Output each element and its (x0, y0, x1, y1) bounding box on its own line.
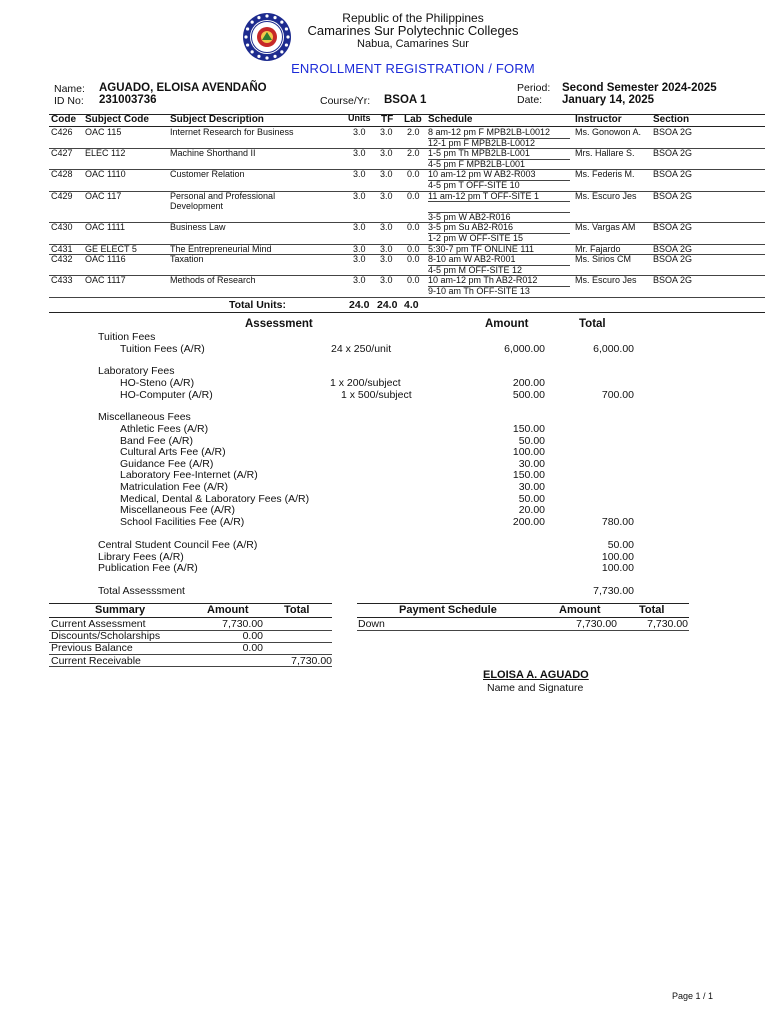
row-tf: 3.0 (380, 148, 393, 159)
row-code: C426 (51, 127, 73, 137)
schedule-divider (428, 286, 570, 287)
other-fee-total: 100.00 (601, 562, 634, 574)
row-section: BSOA 2G (653, 169, 693, 180)
row-lab: 2.0 (407, 148, 420, 159)
schedule-divider (428, 212, 570, 213)
signature-caption: Name and Signature (487, 682, 584, 694)
date-label: Date: (517, 94, 543, 106)
id-label: ID No: (54, 95, 84, 107)
row-units: 3.0 (353, 275, 366, 286)
row-lab: 0.0 (407, 222, 420, 233)
row-description: Internet Research for Business (170, 127, 294, 137)
student-name: AGUADO, ELOISA AVENDAÑO (99, 82, 267, 94)
course-label: Course/Yr: (320, 95, 371, 107)
other-fee-label: Central Student Council Fee (A/R) (98, 539, 258, 551)
col-instructor: Instructor (575, 114, 622, 125)
row-units: 3.0 (353, 127, 366, 137)
row-section: BSOA 2G (653, 275, 693, 286)
col-schedule: Schedule (428, 114, 473, 125)
total-assessment-value: 7,730.00 (593, 585, 634, 597)
misc-item-label: Laboratory Fee-Internet (A/R) (120, 469, 258, 482)
row-section: BSOA 2G (653, 243, 693, 254)
row-units: 3.0 (353, 254, 366, 265)
row-description-cont: Development (170, 201, 224, 212)
row-instructor: Ms. Sirios CM (575, 254, 631, 265)
row-instructor: Mr. Fajardo (575, 243, 621, 254)
row-description: The Entrepreneurial Mind (170, 243, 272, 254)
summary-row-label: Previous Balance (51, 642, 133, 655)
row-subject-code: OAC 117 (85, 190, 122, 201)
row-subject-code: OAC 1110 (85, 169, 126, 180)
payment-row-label: Down (358, 618, 385, 630)
row-instructor: Mrs. Hallare S. (575, 148, 635, 159)
summary-row-divider (49, 666, 332, 667)
col-description: Subject Description (170, 114, 264, 125)
other-fee-total: 100.00 (601, 550, 634, 563)
row-schedule-line: 11 am-12 pm T OFF-SITE 1 (428, 190, 540, 201)
row-code: C433 (51, 275, 73, 286)
total-assessment-label: Total Assesssment (98, 585, 185, 597)
tuition-item-amount: 6,000.00 (504, 343, 545, 355)
col-code: Code (51, 114, 76, 125)
summary-row-total: 7,730.00 (291, 654, 332, 667)
total-tf-value: 24.0 (377, 299, 398, 311)
period-label: Period: (517, 82, 551, 94)
row-subject-code: ELEC 112 (85, 148, 126, 159)
other-fee-total: 50.00 (607, 539, 634, 551)
row-lab: 0.0 (407, 190, 420, 201)
row-schedule-line: 12-1 pm F MPB2LB-L0012 (428, 137, 536, 148)
row-schedule-line: 3-5 pm Su AB2-R016 (428, 222, 514, 233)
name-label: Name: (54, 83, 85, 95)
schedule-divider (428, 138, 570, 139)
col-tf: TF (381, 114, 394, 125)
row-subject-code: OAC 1117 (85, 275, 126, 286)
assessment-total-heading: Total (579, 318, 606, 330)
row-schedule-line: 1-2 pm W OFF-SITE 15 (428, 233, 524, 243)
tuition-item-label: Tuition Fees (A/R) (120, 343, 205, 355)
row-section: BSOA 2G (653, 254, 693, 265)
row-tf: 3.0 (380, 169, 393, 180)
row-tf: 3.0 (380, 275, 393, 286)
row-subject-code: GE ELECT 5 (85, 243, 137, 254)
row-schedule-line: 1-5 pm Th MPB2LB-L001 (428, 148, 530, 159)
col-lab: Lab (404, 114, 422, 125)
student-course: BSOA 1 (384, 94, 427, 106)
misc-item-amount: 20.00 (518, 504, 545, 517)
lab-item-rate: 1 x 500/subject (341, 389, 412, 401)
misc-item-label: Athletic Fees (A/R) (120, 423, 209, 435)
misc-item-amount: 150.00 (512, 469, 545, 482)
summary-row-label: Current Receivable (51, 654, 141, 667)
lab-group-label: Laboratory Fees (98, 365, 175, 377)
row-schedule-line: 8-10 am W AB2-R001 (428, 254, 516, 265)
row-section: BSOA 2G (653, 127, 693, 137)
total-units-value: 24.0 (349, 299, 370, 311)
row-tf: 3.0 (380, 254, 393, 265)
misc-item-label: School Facilities Fee (A/R) (120, 515, 245, 528)
row-units: 3.0 (353, 243, 366, 254)
row-tf: 3.0 (380, 243, 393, 254)
row-section: BSOA 2G (653, 190, 693, 201)
row-schedule-line: 4-5 pm M OFF-SITE 12 (428, 264, 523, 275)
summary-total-heading: Total (284, 604, 310, 616)
row-subject-code: OAC 1111 (85, 222, 126, 233)
assessment-amount-heading: Amount (485, 318, 529, 330)
col-section: Section (653, 114, 690, 125)
misc-item-label: Matriculation Fee (A/R) (120, 481, 228, 493)
form-title: ENROLLMENT REGISTRATION / FORM (291, 61, 535, 76)
row-schedule-line: 10 am-12 pm W AB2-R003 (428, 169, 536, 180)
summary-row-label: Current Assessment (51, 618, 146, 630)
summary-row-amount: 0.00 (242, 630, 263, 643)
schedule-divider (428, 180, 570, 181)
misc-total: 780.00 (601, 516, 634, 528)
col-units: Units (348, 113, 371, 123)
misc-item-label: Medical, Dental & Laboratory Fees (A/R) (120, 492, 310, 505)
payment-row-divider (357, 630, 689, 631)
row-description: Machine Shorthand II (170, 148, 256, 159)
student-id: 231003736 (99, 94, 157, 106)
schedule-divider (428, 201, 570, 202)
row-instructor: Ms. Escuro Jes (575, 190, 637, 201)
payment-row-total: 7,730.00 (647, 618, 688, 630)
row-tf: 3.0 (380, 222, 393, 233)
misc-item-label: Miscellaneous Fee (A/R) (120, 504, 235, 517)
lab-item-label: HO-Computer (A/R) (120, 389, 213, 401)
row-units: 3.0 (353, 169, 366, 180)
row-description: Methods of Research (170, 275, 256, 286)
page-number: Page 1 / 1 (672, 991, 714, 1001)
summary-heading: Summary (95, 604, 146, 616)
row-code: C428 (51, 169, 73, 180)
misc-group-label: Miscellaneous Fees (98, 411, 191, 423)
row-lab: 2.0 (407, 127, 420, 137)
row-lab: 0.0 (407, 275, 420, 286)
summary-row-amount: 7,730.00 (222, 618, 263, 630)
row-instructor: Ms. Escuro Jes (575, 275, 637, 286)
row-schedule-line: 4-5 pm F MPB2LB-L001 (428, 158, 526, 169)
row-lab: 0.0 (407, 254, 420, 265)
tuition-group-label: Tuition Fees (98, 331, 156, 343)
row-description: Personal and Professional (170, 190, 276, 201)
misc-item-amount: 50.00 (518, 492, 545, 505)
table-bottom-rule (49, 312, 765, 313)
misc-item-label: Cultural Arts Fee (A/R) (120, 446, 226, 459)
payment-row-amount: 7,730.00 (576, 618, 617, 630)
misc-item-amount: 30.00 (518, 457, 545, 470)
row-section: BSOA 2G (653, 222, 693, 233)
row-tf: 3.0 (380, 127, 393, 137)
row-description: Business Law (170, 222, 226, 233)
misc-item-amount: 50.00 (518, 434, 545, 447)
misc-item-label: Guidance Fee (A/R) (120, 457, 214, 470)
row-schedule-line: 10 am-12 pm Th AB2-R012 (428, 275, 538, 286)
total-units-label: Total Units: (229, 299, 286, 311)
row-subject-code: OAC 115 (85, 127, 122, 137)
misc-item-amount: 100.00 (512, 446, 545, 459)
row-code: C431 (51, 243, 73, 254)
other-fee-label: Library Fees (A/R) (98, 550, 184, 563)
lab-item-amount: 500.00 (512, 389, 545, 401)
row-description: Taxation (170, 254, 204, 265)
misc-item-amount: 30.00 (518, 481, 545, 493)
school-name: Camarines Sur Polytechnic Colleges (307, 23, 519, 38)
payment-total-heading: Total (639, 604, 665, 616)
signature-name: ELOISA A. AGUADO (483, 669, 589, 681)
assessment-heading: Assessment (245, 318, 313, 330)
row-schedule-line: 4-5 pm T OFF-SITE 10 (428, 180, 520, 190)
row-instructor: Ms. Gonowon A. (575, 127, 642, 137)
lab-total: 700.00 (601, 389, 634, 401)
row-lab: 0.0 (407, 243, 420, 254)
misc-item-amount: 150.00 (512, 423, 545, 435)
total-lab-value: 4.0 (404, 299, 419, 311)
lab-item-amount: 200.00 (512, 377, 545, 389)
row-units: 3.0 (353, 190, 366, 201)
misc-item-label: Band Fee (A/R) (120, 434, 193, 447)
row-schedule-line: 3-5 pm W AB2-R016 (428, 211, 511, 222)
misc-item-amount: 200.00 (512, 515, 545, 528)
row-code: C427 (51, 148, 73, 159)
schedule-divider (428, 233, 570, 234)
row-units: 3.0 (353, 222, 366, 233)
payment-header-rule (357, 617, 689, 618)
row-code: C429 (51, 190, 73, 201)
other-fee-label: Publication Fee (A/R) (98, 562, 198, 574)
row-code: C430 (51, 222, 73, 233)
republic-line: Republic of the Philippines (342, 11, 484, 25)
schedule-divider (428, 159, 570, 160)
tuition-item-total: 6,000.00 (593, 343, 634, 355)
row-subject-code: OAC 1116 (85, 254, 126, 265)
payment-heading: Payment Schedule (399, 604, 497, 616)
period-value: Second Semester 2024-2025 (562, 82, 717, 94)
row-code: C432 (51, 254, 73, 265)
schedule-divider (428, 265, 570, 266)
school-location: Nabua, Camarines Sur (357, 38, 469, 50)
row-units: 3.0 (353, 148, 366, 159)
date-value: January 14, 2025 (562, 94, 655, 106)
row-schedule-line: 5:30-7 pm TF ONLINE 111 (428, 243, 535, 254)
summary-row-label: Discounts/Scholarships (51, 630, 161, 643)
row-description: Customer Relation (170, 169, 245, 180)
row-instructor: Ms. Vargas AM (575, 222, 636, 233)
col-subject-code: Subject Code (85, 114, 149, 125)
lab-item-rate: 1 x 200/subject (330, 377, 401, 389)
row-section: BSOA 2G (653, 148, 693, 159)
row-schedule-line: 9-10 am Th OFF-SITE 13 (428, 286, 530, 296)
row-lab: 0.0 (407, 169, 420, 180)
row-divider (49, 297, 765, 298)
summary-amount-heading: Amount (207, 604, 249, 616)
summary-row-amount: 0.00 (242, 642, 263, 655)
row-schedule-line: 8 am-12 pm F MPB2LB-L0012 (428, 127, 551, 137)
payment-amount-heading: Amount (559, 604, 601, 616)
lab-item-label: HO-Steno (A/R) (120, 377, 195, 389)
row-instructor: Ms. Federis M. (575, 169, 635, 180)
tuition-item-rate: 24 x 250/unit (331, 343, 392, 355)
row-tf: 3.0 (380, 190, 393, 201)
